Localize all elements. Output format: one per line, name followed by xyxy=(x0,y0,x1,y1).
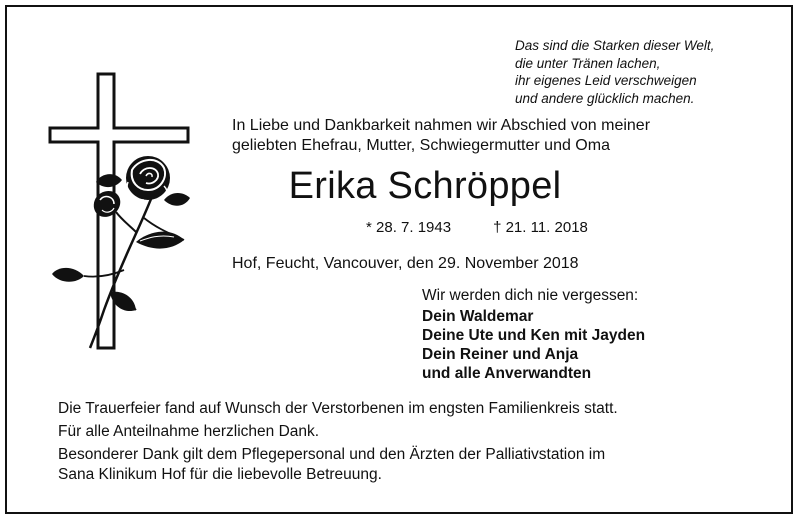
mourner-name: Dein Reiner und Anja xyxy=(422,346,579,363)
life-dates xyxy=(366,219,588,236)
poem-line: Das sind die Starken dieser Welt, xyxy=(515,38,715,53)
poem-line: die unter Tränen lachen, xyxy=(515,55,661,71)
mourner-name: und alle Anverwandten xyxy=(422,365,592,382)
footer-text xyxy=(58,399,618,485)
death-date: † 21. 11. 2018 xyxy=(493,219,588,236)
footer-line: Die Trauerfeier fand auf Wunsch der Verstorbenen im engsten Familienkreis statt. xyxy=(58,400,618,417)
footer-line: Sana Klinikum Hof für die liebevolle Betreuung. xyxy=(58,466,382,483)
cross-with-rose-icon xyxy=(44,70,204,360)
mourners-block xyxy=(422,286,645,383)
mourners-lead: Wir werden dich nie vergessen: xyxy=(422,287,639,304)
intro-line: In Liebe und Dankbarkeit nahmen wir Abschied von meiner xyxy=(232,117,651,134)
birth-date: * 28. 7. 1943 xyxy=(366,219,452,236)
intro-text xyxy=(232,116,650,156)
footer-line: Besonderer Dank gilt dem Pflegepersonal und den Ärzten der Palliativstation im xyxy=(58,446,606,463)
poem-line: und andere glücklich machen. xyxy=(515,90,695,106)
deceased-name: Erika Schröppel xyxy=(288,165,562,207)
place-and-date: Hof, Feucht, Vancouver, den 29. November 2018 xyxy=(232,255,579,272)
mourner-name: Deine Ute und Ken mit Jayden xyxy=(422,327,646,344)
intro-line: geliebten Ehefrau, Mutter, Schwiegermutter und Oma xyxy=(232,137,610,154)
mourner-name: Dein Waldemar xyxy=(422,308,534,325)
footer-line: Für alle Anteilnahme herzlichen Dank. xyxy=(58,423,320,440)
poem-line: ihr eigenes Leid verschweigen xyxy=(515,73,697,88)
poem xyxy=(515,37,714,107)
